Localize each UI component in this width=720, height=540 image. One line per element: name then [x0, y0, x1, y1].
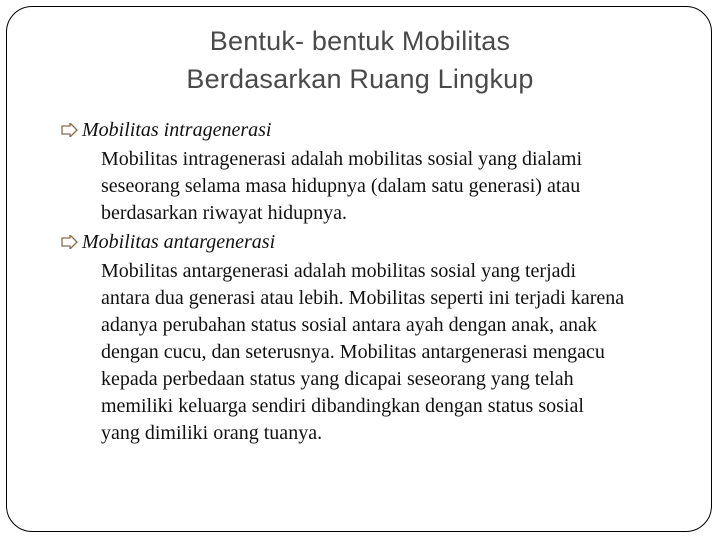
section-paragraph-antargenerasi [82, 258, 692, 447]
paragraph-line: seseorang selama masa hidupnya (dalam satu generasi) atau [101, 175, 581, 197]
paragraph-line: kepada perbedaan status yang dicapai seseorang yang telah [101, 368, 574, 390]
paragraph-line: Mobilitas intragenerasi adalah mobilitas sosial yang dialami [101, 148, 582, 170]
arrow-bullet-icon [61, 123, 78, 137]
section-heading-label: Mobilitas intragenerasi [82, 119, 272, 141]
paragraph-line: yang dimiliki orang tuanya. [101, 422, 323, 444]
title-line-2: Berdasarkan Ruang Lingkup [186, 64, 534, 94]
slide-content [82, 116, 692, 448]
section-heading-intragenerasi [61, 116, 692, 144]
paragraph-line: Mobilitas antargenerasi adalah mobilitas sosial yang terjadi [101, 260, 577, 282]
section-heading-label: Mobilitas antargenerasi [82, 231, 276, 253]
paragraph-line: adanya perubahan status sosial antara ayah dengan anak, anak [101, 314, 597, 336]
paragraph-line: dengan cucu, dan seterusnya. Mobilitas antargenerasi mengacu [101, 341, 605, 363]
section-paragraph-intragenerasi [82, 146, 692, 227]
paragraph-line: memiliki keluarga sendiri dibandingkan dengan status sosial [101, 395, 584, 417]
arrow-bullet-icon [61, 235, 78, 249]
paragraph-line: berdasarkan riwayat hidupnya. [101, 202, 348, 224]
title-line-1: Bentuk- bentuk Mobilitas [209, 26, 511, 56]
paragraph-line: antara dua generasi atau lebih. Mobilitas seperti ini terjadi karena [101, 287, 625, 309]
slide-title [0, 22, 720, 98]
section-heading-antargenerasi [61, 228, 692, 256]
